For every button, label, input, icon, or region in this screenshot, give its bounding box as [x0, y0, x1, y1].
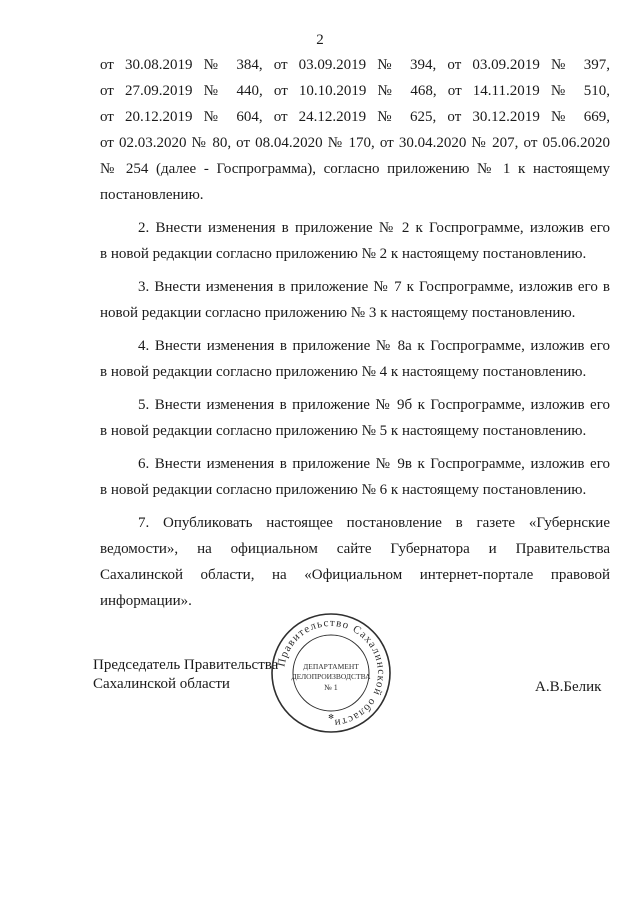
item-5-line-1: 5. Внести изменения в приложение № 9б к Госпрограмме, изложив его	[138, 397, 610, 413]
position-line-1: Председатель Правительства	[93, 657, 279, 673]
item-7-line-2: ведомости», на официальном сайте Губернатора и Правительства	[100, 541, 610, 557]
item-2-line-2: в новой редакции согласно приложению № 2 к настоящему постановлению.	[100, 246, 587, 262]
item-6-line-1: 6. Внести изменения в приложение № 9в к Госпрограмме, изложив его	[138, 456, 610, 472]
item-7-line-4: информации».	[100, 593, 192, 609]
intro-line-3: от 20.12.2019 № 604, от 24.12.2019 № 625, от 30.12.2019 № 669,	[100, 109, 610, 125]
intro-line-6: постановлению.	[100, 187, 204, 203]
paragraph-item-4	[100, 333, 610, 385]
item-2-line-1: 2. Внести изменения в приложение № 2 к Госпрограмме, изложив его	[138, 220, 610, 236]
signatory-name: А.В.Белик	[535, 679, 602, 695]
paragraph-item-3	[100, 274, 610, 326]
intro-line-5: № 254 (далее - Госпрограмма), согласно приложению № 1 к настоящему	[100, 161, 610, 177]
stamp-ring-text: Правительство Сахалинской области	[275, 616, 388, 730]
position-line-2: Сахалинской области	[93, 676, 230, 692]
paragraph-item-2	[100, 215, 610, 267]
paragraph-item-7	[100, 510, 610, 614]
item-4-line-1: 4. Внести изменения в приложение № 8а к Госпрограмме, изложив его	[138, 338, 610, 354]
item-6-line-2: в новой редакции согласно приложению № 6 к настоящему постановлению.	[100, 482, 587, 498]
signature-position	[93, 656, 278, 694]
stamp-center-line-2: ДЕЛОПРОИЗВОДСТВА	[291, 672, 371, 681]
official-stamp	[270, 612, 392, 734]
intro-line-4: от 02.03.2020 № 80, от 08.04.2020 № 170, от 30.04.2020 № 207, от 05.06.2020	[100, 135, 610, 151]
item-3-line-1: 3. Внести изменения в приложение № 7 к Госпрограмме, изложив его в	[138, 279, 610, 295]
item-5-line-2: в новой редакции согласно приложению № 5 к настоящему постановлению.	[100, 423, 587, 439]
stamp-center-line-1: ДЕПАРТАМЕНТ	[303, 662, 359, 671]
intro-line-2: от 27.09.2019 № 440, от 10.10.2019 № 468, от 14.11.2019 № 510,	[100, 83, 610, 99]
page-number: 2	[316, 32, 324, 48]
paragraph-item-6	[100, 451, 610, 503]
stamp-star-icon: ✻	[328, 713, 334, 721]
item-3-line-2: новой редакции согласно приложению № 3 к настоящему постановлению.	[100, 305, 576, 321]
document-body	[100, 52, 610, 614]
item-4-line-2: в новой редакции согласно приложению № 4 к настоящему постановлению.	[100, 364, 587, 380]
intro-line-1: от 30.08.2019 № 384, от 03.09.2019 № 394, от 03.09.2019 № 397,	[100, 57, 610, 73]
item-7-line-3: Сахалинской области, на «Официальном интернет-портале правовой	[100, 567, 610, 583]
item-7-line-1: 7. Опубликовать настоящее постановление в газете «Губернские	[138, 515, 610, 531]
stamp-center-line-3: № 1	[324, 683, 338, 692]
paragraph-item-5	[100, 392, 610, 444]
